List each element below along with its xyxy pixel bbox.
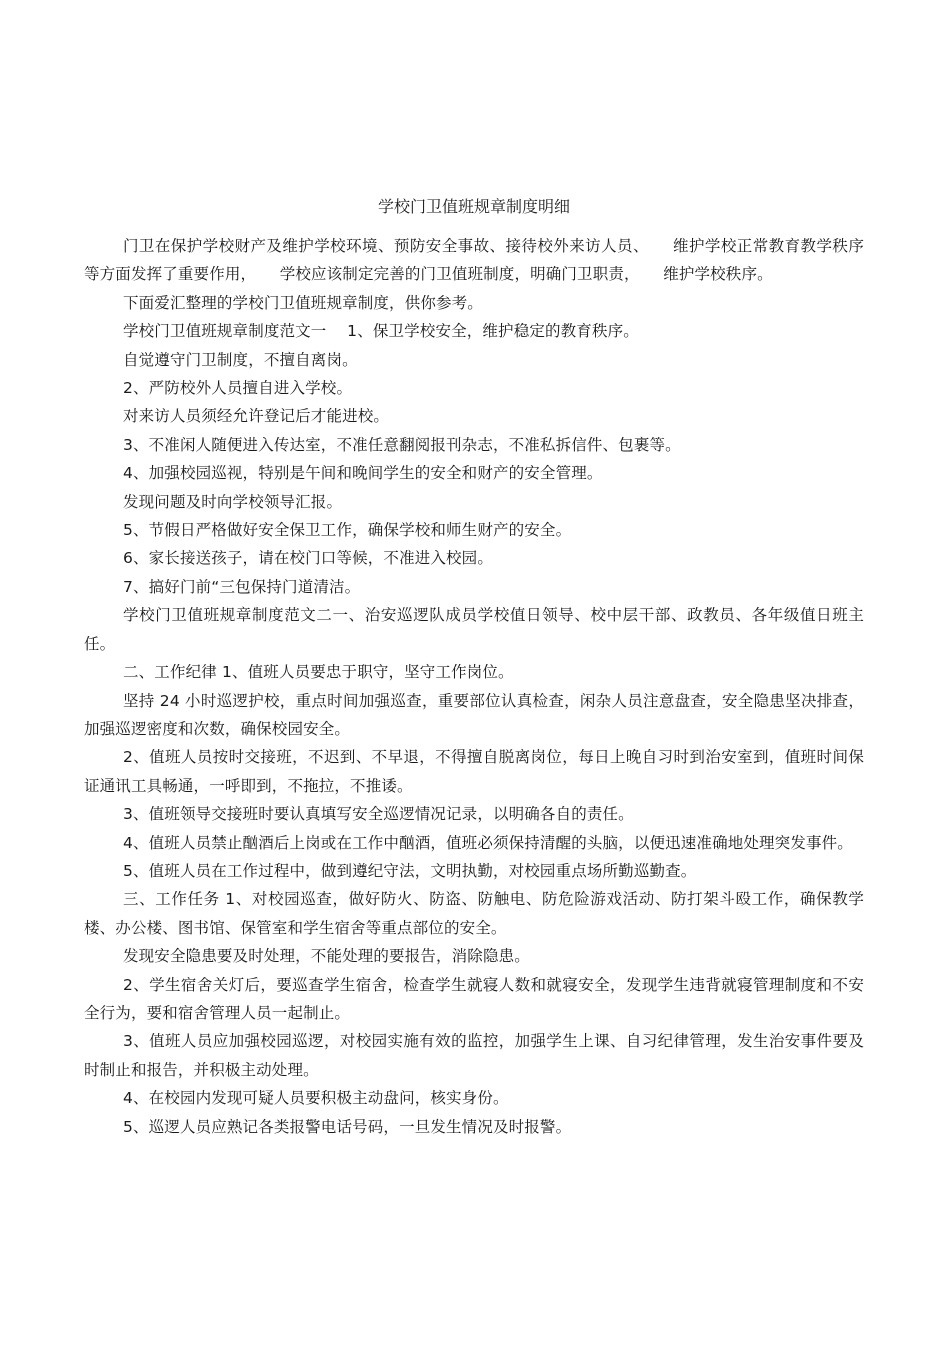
paragraph: 5、巡逻人员应熟记各类报警电话号码，一旦发生情况及时报警。 <box>123 1117 572 1136</box>
paragraph: 学校门卫值班规章制度范文二一、治安巡逻队成员学校值日领导、校中层干部、政教员、各年级值日班主任。 <box>84 606 864 653</box>
paragraph: 2、严防校外人员擅自进入学校。 <box>123 379 353 398</box>
paragraph: 自觉遵守门卫制度，不擅自离岗。 <box>123 350 358 369</box>
paragraph: 6、家长接送孩子，请在校门口等候，不准进入校园。 <box>123 549 493 568</box>
paragraph: 3、值班领导交接班时要认真填写安全巡逻情况记录，以明确各自的责任。 <box>123 805 634 824</box>
paragraph: 发现问题及时向学校领导汇报。 <box>123 492 343 511</box>
paragraph: 二、工作纪律 1、值班人员要忠于职守，坚守工作岗位。 <box>123 663 514 682</box>
paragraph: 发现安全隐患要及时处理，不能处理的要报告，消除隐患。 <box>123 947 530 966</box>
document-title: 学校门卫值班规章制度明细 <box>377 197 570 216</box>
paragraph: 5、值班人员在工作过程中，做到遵纪守法，文明执勤，对校园重点场所勤巡勤查。 <box>123 861 697 880</box>
paragraph: 5、节假日严格做好安全保卫工作，确保学校和师生财产的安全。 <box>123 521 572 540</box>
paragraph: 2、学生宿舍关灯后，要巡查学生宿舍，检查学生就寝人数和就寝安全，发现学生违背就寝管理制度和不安全行为，要和宿舍管理人员一起制止。 <box>84 975 864 1022</box>
paragraph: 7、搞好门前“三包保持门道清洁。 <box>123 577 361 596</box>
document-page <box>84 196 864 1141</box>
paragraph: 4、值班人员禁止酗酒后上岗或在工作中酗酒，值班必须保持清醒的头脑，以便迅速准确地处理突发事件。 <box>123 833 853 852</box>
paragraph: 三、工作任务 1、对校园巡查，做好防火、防盗、防触电、防危险游戏活动、防打架斗殴工作，确保教学楼、办公楼、图书馆、保管室和学生宿舍等重点部位的安全。 <box>84 890 864 937</box>
paragraph: 4、加强校园巡视，特别是午间和晚间学生的安全和财产的安全管理。 <box>123 464 603 483</box>
paragraph: 3、不准闲人随便进入传达室，不准任意翻阅报刊杂志，不准私拆信件、包裹等。 <box>123 435 681 454</box>
paragraph: 2、值班人员按时交接班，不迟到、不早退，不得擅自脱离岗位，每日上晚自习时到治安室到，值班时间保证通讯工具畅通，一呼即到，不拖拉，不推诿。 <box>84 748 864 795</box>
paragraph: 3、值班人员应加强校园巡逻，对校园实施有效的监控，加强学生上课、自习纪律管理，发生治安事件要及时制止和报告，并积极主动处理。 <box>84 1032 864 1079</box>
paragraph: 坚持 24 小时巡逻护校，重点时间加强巡查，重要部位认真检查，闲杂人员注意盘查，安全隐患坚决排查，加强巡逻密度和次数，确保校园安全。 <box>84 691 864 738</box>
paragraph: 学校门卫值班规章制度范文一 1、保卫学校安全，维护稳定的教育秩序。 <box>123 322 639 341</box>
paragraph: 4、在校园内发现可疑人员要积极主动盘问，核实身份。 <box>123 1089 509 1108</box>
paragraph: 对来访人员须经允许登记后才能进校。 <box>123 407 390 426</box>
paragraph: 门卫在保护学校财产及维护学校环境、预防安全事故、接待校外来访人员、 维护学校正常教育教学秩序等方面发挥了重要作用， 学校应该制定完善的门卫值班制度，明确门卫职责， 维护学校秩序。 <box>84 237 864 284</box>
paragraph: 下面爱汇整理的学校门卫值班规章制度，供你参考。 <box>123 293 483 312</box>
